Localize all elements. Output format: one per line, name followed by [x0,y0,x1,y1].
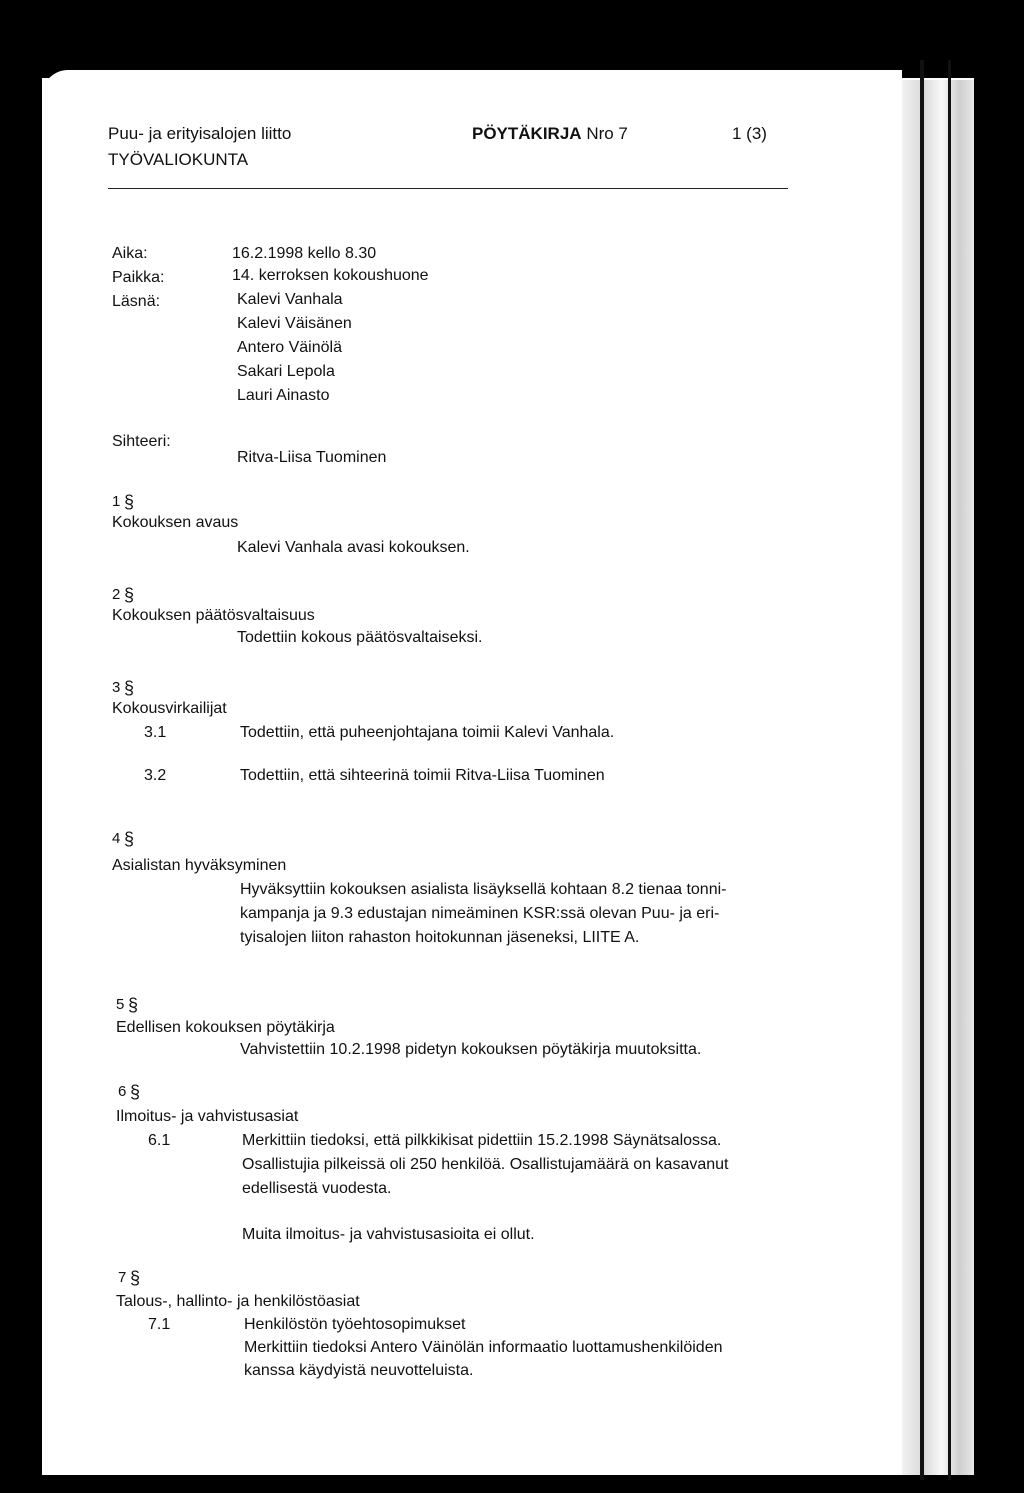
secretary-value: Ritva-Liisa Tuominen [237,449,387,466]
scan-border-right [974,0,1024,1493]
present-member: Antero Väinölä [237,339,342,356]
item-number: 3.2 [144,767,167,784]
section-title: Kokouksen päätösvaltaisuus [112,607,315,624]
section-number: 6 [118,1083,127,1100]
section-number: 1 [112,493,121,510]
section-text: Hyväksyttiin kokouksen asialista lisäyksellä kohtaan 8.2 tienaa tonni- [240,881,727,898]
organization-name: Puu- ja erityisalojen liitto [108,124,292,143]
section-title: Kokousvirkailijat [112,700,227,717]
scan-border-left [0,0,42,1493]
item-text: Merkittiin tiedoksi, että pilkkikisat pidettiin 15.2.1998 Säynätsalossa. [242,1132,722,1149]
section-number: 5 [116,996,125,1013]
section-symbol: § [124,492,135,512]
item-text: kanssa käydyistä neuvotteluista. [244,1362,474,1379]
time-value: 16.2.1998 kello 8.30 [232,245,377,262]
scan-border-top [0,0,1024,78]
place-value: 14. kerroksen kokoushuone [232,267,429,284]
header-divider [108,188,788,189]
section-symbol: § [124,585,135,605]
section-note: Muita ilmoitus- ja vahvistusasioita ei ollut. [242,1226,535,1243]
section-symbol: § [128,995,139,1015]
section-number: 7 [118,1269,127,1286]
item-text: Todettiin, että puheenjohtajana toimii Kalevi Vanhala. [240,724,615,741]
section-number: 4 [112,830,121,847]
section-title: Talous-, hallinto- ja henkilöstöasiat [116,1293,360,1310]
section-text: tyisalojen liiton rahaston hoitokunnan jäseneksi, LIITE A. [240,929,640,946]
section-title: Ilmoitus- ja vahvistusasiat [116,1108,299,1125]
section-text: Vahvistettiin 10.2.1998 pidetyn kokouksen pöytäkirja muutoksitta. [240,1041,702,1058]
item-number: 6.1 [148,1132,171,1149]
present-member: Lauri Ainasto [237,387,330,404]
secretary-label: Sihteeri: [112,433,171,450]
place-label: Paikka: [112,269,165,286]
present-member: Kalevi Vanhala [237,291,343,308]
section-title: Kokouksen avaus [112,514,239,531]
committee-name: TYÖVALIOKUNTA [108,150,249,169]
item-text: Osallistujia pilkeissä oli 250 henkilöä. Osallistujamäärä on kasavanut [242,1156,729,1173]
section-title: Edellisen kokouksen pöytäkirja [116,1019,335,1036]
present-member: Kalevi Väisänen [237,315,352,332]
section-text: Kalevi Vanhala avasi kokouksen. [237,539,470,556]
scan-border-bottom [0,1475,1024,1493]
page-number: 1 (3) [732,124,767,143]
time-label: Aika: [112,245,148,262]
section-symbol: § [130,1268,141,1288]
section-text: kampanja ja 9.3 edustajan nimeäminen KSR:ssä olevan Puu- ja eri- [240,905,720,922]
section-title: Asialistan hyväksyminen [112,857,287,874]
item-text: Todettiin, että sihteerinä toimii Ritva-Liisa Tuominen [240,767,605,784]
section-text: Todettiin kokous päätösvaltaiseksi. [237,629,483,646]
present-label: Läsnä: [112,293,161,310]
section-symbol: § [124,829,135,849]
page-stack-edge [902,80,974,1475]
item-number: 7.1 [148,1316,171,1333]
section-number: 2 [112,586,121,603]
doc-title [472,124,628,144]
item-text: edellisestä vuodesta. [242,1180,392,1197]
item-text: Merkittiin tiedoksi Antero Väinölän informaatio luottamushenkilöiden [244,1339,723,1356]
item-number: 3.1 [144,724,167,741]
section-symbol: § [124,678,135,698]
page-stack-line [948,60,951,1480]
doc-type: PÖYTÄKIRJA [472,124,582,143]
section-number: 3 [112,679,121,696]
doc-number: Nro 7 [586,124,628,143]
page-stack-line [920,60,924,1480]
section-symbol: § [130,1082,141,1102]
present-member: Sakari Lepola [237,363,335,380]
item-text: Henkilöstön työehtosopimukset [244,1316,466,1333]
